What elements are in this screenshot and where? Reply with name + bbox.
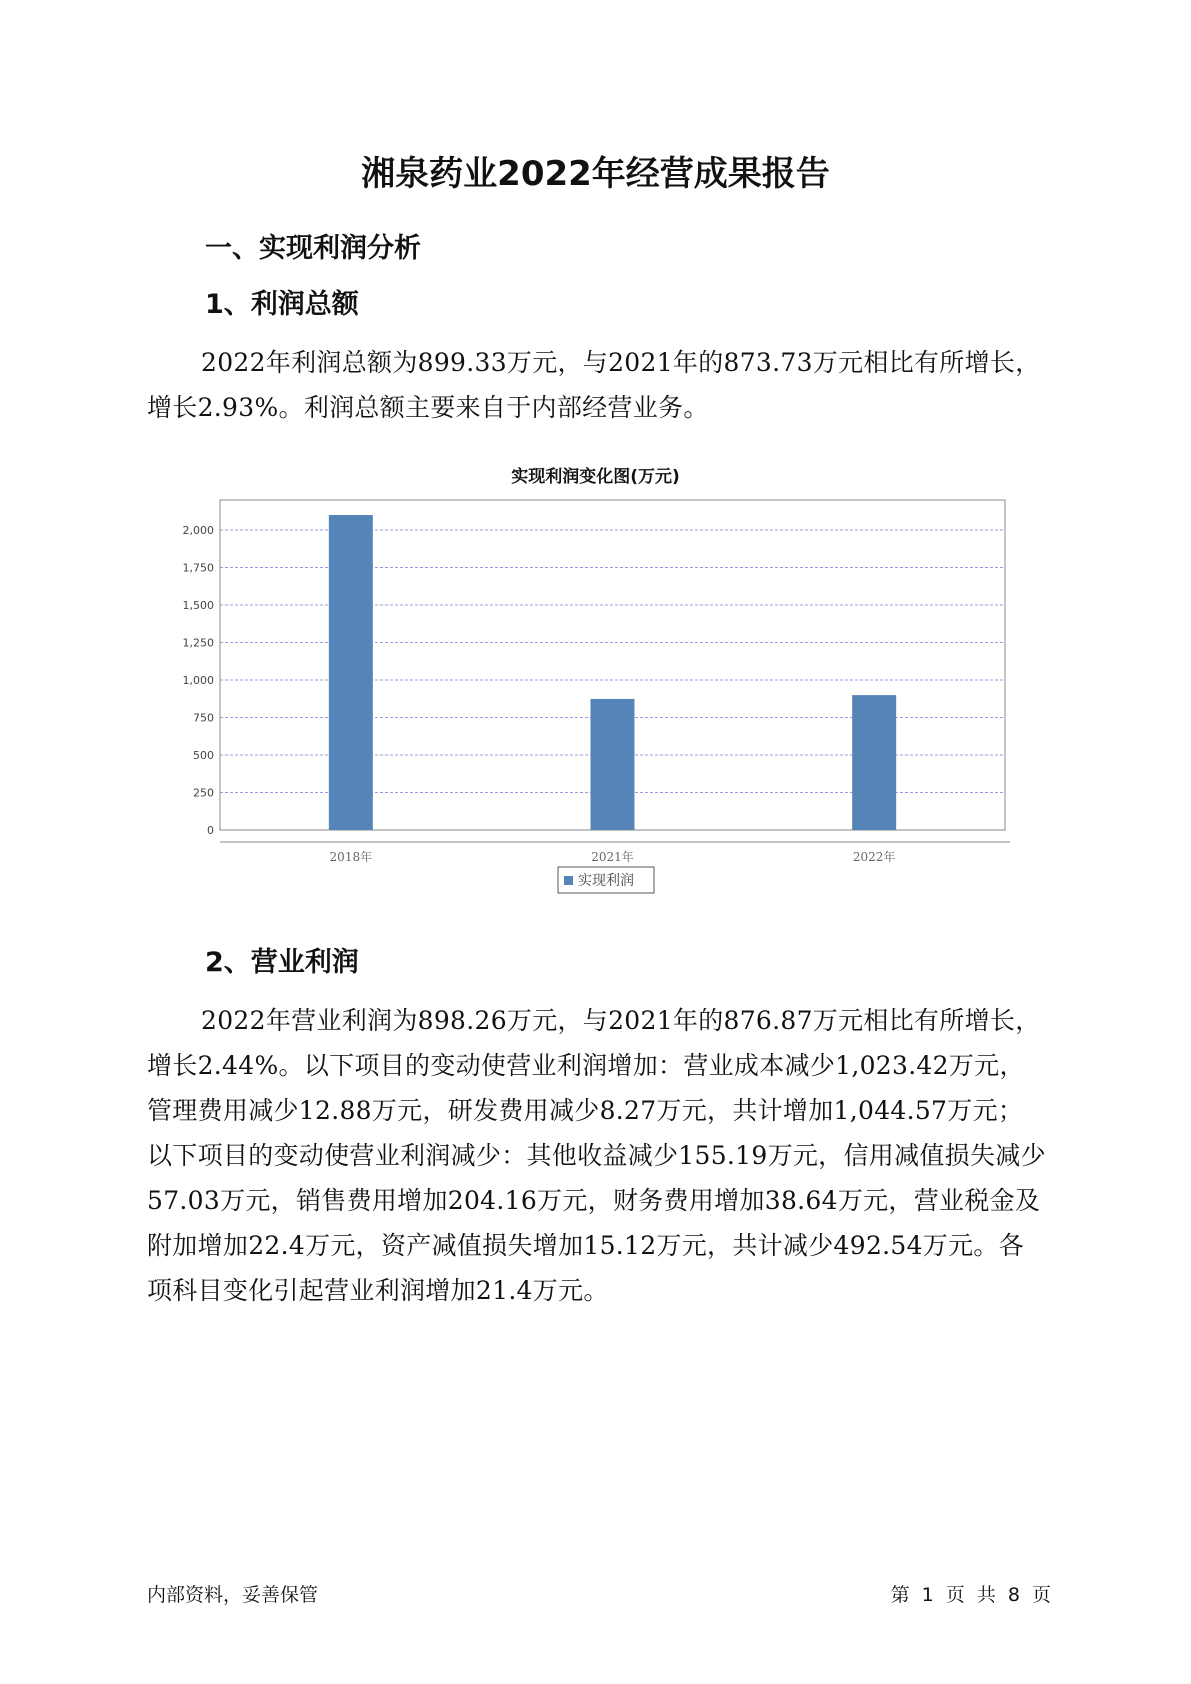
y-tick-label: 1,250 [182, 636, 214, 650]
footer-page-number: 第 1 页 共 8 页 [890, 1584, 1051, 1606]
footer-confidential-note: 内部资料，妥善保管 [147, 1584, 319, 1606]
bar-2022年 [852, 695, 896, 830]
bar-2021年 [591, 699, 635, 830]
document-title: 湘泉药业2022年经营成果报告 [361, 154, 830, 194]
y-tick-label: 1,000 [182, 674, 214, 687]
total-profit-paragraph: 2022年利润总额为899.33万元，与2021年的873.73万元相比有所增长，增长2.93%。利润总额主要来自于内部经营业务。 [147, 348, 1041, 422]
x-tick-label: 2022年 [852, 850, 896, 864]
y-tick-label: 750 [193, 711, 214, 725]
y-tick-label: 0 [207, 824, 214, 837]
y-tick-label: 1,500 [182, 599, 214, 612]
y-tick-label: 250 [193, 786, 214, 800]
x-tick-label: 2021年 [591, 850, 634, 864]
section-heading-profit-analysis: 一、实现利润分析 [205, 233, 421, 264]
legend-swatch [564, 876, 573, 885]
legend-label: 实现利润 [578, 873, 634, 889]
subsection-heading-operating-profit: 2、营业利润 [205, 947, 359, 978]
y-tick-label: 1,750 [182, 561, 214, 575]
y-tick-label: 2,000 [182, 524, 214, 537]
chart-title: 实现利润变化图(万元) [511, 467, 680, 487]
bar-2018年 [329, 515, 373, 830]
subsection-heading-total-profit: 1、利润总额 [205, 289, 359, 320]
profit-bar-chart [170, 495, 1020, 915]
y-tick-label: 500 [193, 749, 214, 762]
x-tick-label: 2018年 [329, 850, 373, 864]
operating-profit-paragraph: 2022年营业利润为898.26万元，与2021年的876.87万元相比有所增长，增长2.44%。以下项目的变动使营业利润增加：营业成本减少1,023.42万元，管理费用减少12.88万元，研发费用减少8.27万元，共计增加1,044.57万元；以下项目的变动使营业利润减少：其他收益减少155.19万元，信用减值损失减少57.03万元，销售费用增加204.16万元，财务费用增加38.64万元，营业税金及附加增加22.4万元，资产减值损失增加15.12万元，共计减少492.54万元。各项科目变化引起营业利润增加21.4万元。 [147, 1006, 1046, 1305]
